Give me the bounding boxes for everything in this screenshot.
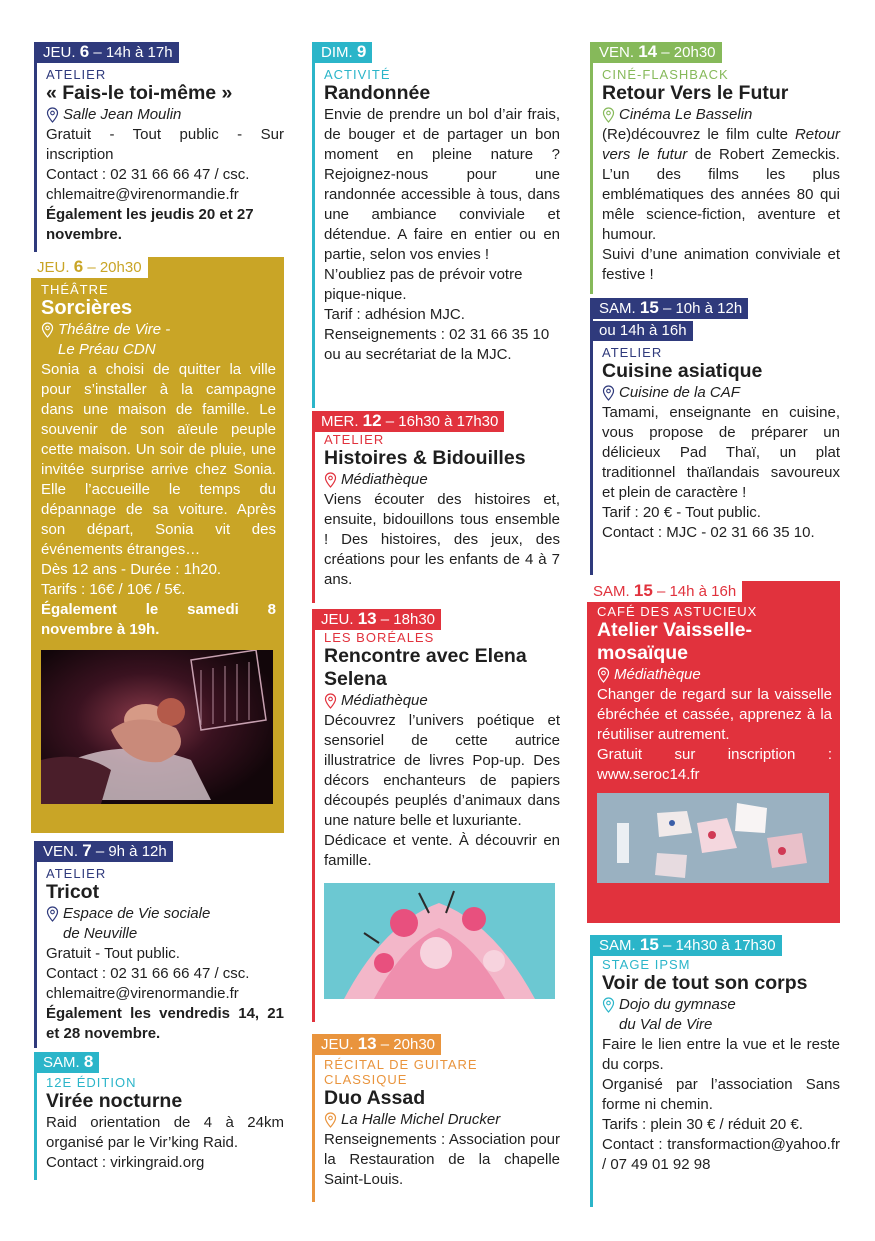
event-card [312,42,560,408]
theatre-photo [41,650,273,804]
day-number: 7 [82,841,92,860]
event-category: LES BORÉALES [324,630,435,645]
event-card [590,298,840,575]
time-label: – 9h à 12h [91,843,167,860]
film-details: de Robert Zemeckis. L’un des films les plus emblématiques des années 80 qui mêle science-fiction, aventure et humour. [602,146,840,243]
event-category: ATELIER [324,432,385,447]
event-card [312,609,560,1022]
location-pin-icon [324,472,337,488]
event-age: Dès 12 ans - Durée : 1h20. [41,561,222,578]
event-tarif: Tarifs : plein 30 € / réduit 20 €. [602,1116,803,1133]
time-label: – 20h30 [657,44,716,61]
event-category: 12E ÉDITION [46,1075,137,1090]
event-description: Faire le lien entre la vue et le reste du corps. [602,1036,840,1073]
event-title: Sorcières [41,297,133,319]
day-number: 9 [356,42,367,61]
day-label: JEU. [37,259,70,276]
event-category: THÉÂTRE [41,282,109,297]
day-number: 8 [83,1052,94,1071]
day-number: 6 [79,42,90,61]
day-label: SAM. [599,300,636,317]
event-title: Atelier Vaisselle-mosaïque [597,619,753,664]
event-title: Cuisine asiatique [602,360,763,382]
date-tag [593,298,748,319]
event-place [46,904,284,944]
time-label: – 14h à 17h [89,44,173,61]
event-contact: Contact : 02 31 66 66 47 / csc. [46,965,250,982]
event-place-label: Cuisine de la CAF [619,384,740,401]
event-place-sublabel: de Neuville [63,925,138,942]
event-title: Rencontre avec Elena Selena [324,645,527,690]
day-label: SAM. [593,583,630,600]
date-tag [31,257,148,278]
event-tarif: Tarif : 20 € - Tout public. [602,504,761,521]
event-description: Envie de prendre un bol d’air frais, de bouger et de partager un bon moment en pleine nature ? Rejoignez-nous pour une randonnée accessible à tous, dans une ambiance conviviale et détendue. A faire en entier ou en partie, selon vos envies ! [324,106,560,263]
event-category: STAGE IPSM [602,957,691,972]
day-number: 12 [362,411,382,430]
event-category: CINÉ-FLASHBACK [602,67,729,82]
event-place-label: Médiathèque [341,471,428,488]
event-description: Raid orientation de 4 à 24km organisé par le Vir’king Raid. [46,1114,284,1151]
date-tag [37,1052,99,1073]
column-3 [590,42,840,1207]
event-place [46,105,284,125]
event-place [324,470,560,490]
event-title: Duo Assad [324,1087,426,1109]
event-card [34,42,284,252]
date-tag [593,935,782,956]
event-place [597,665,832,685]
event-recurrence: Également les jeudis 20 et 27 novembre. [46,206,254,243]
event-card [34,841,284,1048]
event-info: Gratuit sur inscription : www.seroc14.fr [597,746,832,783]
time-label: – 16h30 à 17h30 [381,413,499,430]
theatre-scene-illustration [41,650,273,804]
event-title: Randonnée [324,82,431,104]
event-place [41,320,276,360]
event-place-sublabel: Le Préau CDN [58,341,156,358]
event-title: Voir de tout son corps [602,972,808,994]
time-label: – 14h à 16h [652,583,737,600]
day-number: 13 [357,609,377,628]
date-tag [37,42,179,63]
day-label: MER. [321,413,359,430]
event-place [602,105,840,125]
day-label: JEU. [321,1036,354,1053]
event-title: Retour Vers le Futur [602,82,789,104]
day-label: SAM. [43,1054,80,1071]
event-category: RÉCITAL DE GUITARE CLASSIQUE [324,1057,478,1087]
event-info: Gratuit - Tout public. [46,945,180,962]
event-contact: Contact : virkingraid.org [46,1154,205,1171]
event-place-label: La Halle Michel Drucker [341,1111,501,1128]
mosaic-illustration [597,793,829,883]
event-title: « Fais-le toi-même » [46,82,233,104]
event-place [324,691,560,711]
event-description: Sonia a choisi de quitter la ville pour s’installer à la campagne dans une maison de famille. Le souvenir de son aïeule peuple cette maison. Un soir de pluie, une invitée surprise arrive chez Sonia. Elle l’accueille le temps du dépannage de sa voiture. Après son départ, Sonia vit des événements étranges… [41,361,276,558]
event-place [324,1110,560,1130]
event-tarif: Tarif : adhésion MJC. [324,306,465,323]
event-contact: Contact : transformaction@yahoo.fr / 07 49 01 92 98 [602,1136,840,1173]
event-place-label: Salle Jean Moulin [63,106,182,123]
time-label: – 20h30 [83,259,142,276]
time-label: – 18h30 [376,611,435,628]
event-contact: Contact : MJC - 02 31 66 35 10. [602,524,815,541]
event-info: Renseignements : 02 31 66 35 10 ou au secrétariat de la MJC. [324,326,550,363]
event-category: ATELIER [46,866,107,881]
event-recurrence: Également le samedi 8 novembre à 19h. [41,601,276,638]
day-number: 6 [73,257,84,276]
time-label: – 14h30 à 17h30 [658,937,776,954]
location-pin-icon [324,693,337,709]
event-description [602,125,840,245]
day-number: 15 [633,581,653,600]
popup-book-photo [324,883,555,999]
event-place-label: Médiathèque [614,666,701,683]
day-label: SAM. [599,937,636,954]
date-tag [315,411,504,432]
event-place [602,383,840,403]
day-label: JEU. [321,611,354,628]
day-number: 13 [357,1034,377,1053]
event-description: Changer de regard sur la vaisselle ébréchée et cassée, apprenez à la réutiliser autrement. [597,686,832,743]
day-label: VEN. [43,843,79,860]
event-category: ATELIER [602,345,663,360]
location-pin-icon [46,906,59,922]
event-card [34,1052,284,1180]
event-card-astucieux [587,581,840,923]
location-pin-icon [597,667,610,683]
day-label: DIM. [321,44,353,61]
event-organizer: Organisé par l’association Sans forme ni chemin. [602,1076,840,1113]
event-card [312,411,560,603]
location-pin-icon [46,107,59,123]
event-note: Dédicace et vente. À découvrir en famille. [324,832,560,869]
event-place-label: Médiathèque [341,692,428,709]
event-contact: Contact : 02 31 66 66 47 / csc. [46,166,250,183]
event-card [590,42,840,294]
location-pin-icon [602,385,615,401]
date-tag [587,581,742,602]
event-title: Tricot [46,881,100,903]
film-title: Retour vers le futur [602,126,840,163]
day-number: 14 [638,42,658,61]
event-place-label: Cinéma Le Basselin [619,106,753,123]
event-place-sublabel: du Val de Vire [619,1016,713,1033]
event-tarif: Tarifs : 16€ / 10€ / 5€. [41,581,186,598]
event-description: Découvrez l’univers poétique et sensoriel de cette autrice illustratrice de livres Pop-up. Des décors enchanteurs de papiers découpés peuplés d’animaux dans une nature belle et luxuriante. [324,712,560,829]
event-email: chlemaitre@virenormandie.fr [46,985,239,1002]
location-pin-icon [602,107,615,123]
time-label: – 10h à 12h [658,300,743,317]
event-title: Histoires & Bidouilles [324,447,526,469]
event-card [312,1034,560,1202]
event-category: ACTIVITÉ [324,67,391,82]
location-pin-icon [602,997,615,1013]
column-1 [34,42,284,1180]
time-tag-2: ou 14h à 16h [593,321,693,341]
event-description: Viens écouter des histoires et, ensuite, bidouillons tous ensemble ! Des histoires, des jeux, des créations pour les enfants de 4 à 7 ans. [324,491,560,588]
date-tag [315,42,372,63]
time-label: – 20h30 [376,1036,435,1053]
event-category: CAFÉ DES ASTUCIEUX [597,604,758,619]
day-label: VEN. [599,44,635,61]
event-description: Tamami, enseignante en cuisine, vous propose de préparer un délicieux Pad Thaï, un plat traditionnel thaïlandais savoureux et plein de caractère ! [602,404,840,501]
event-place [602,995,840,1035]
date-tag [315,1034,441,1055]
event-info: Gratuit - Tout public - Sur inscription [46,126,284,163]
event-category: ATELIER [46,67,107,82]
event-card-theatre [31,257,284,833]
event-note: Suivi d’une animation conviviale et festive ! [602,246,840,283]
day-label: JEU. [43,44,76,61]
date-tag [315,609,441,630]
event-recurrence: Également les vendredis 14, 21 et 28 novembre. [46,1005,284,1042]
day-number: 15 [639,935,659,954]
column-2 [312,42,560,1202]
event-note: N’oubliez pas de prévoir votre pique-nique. [324,266,523,303]
film-intro: (Re)découvrez le film culte [602,126,795,143]
location-pin-icon [324,1112,337,1128]
event-card [590,935,840,1207]
date-tag [37,841,173,862]
event-place-label: Théâtre de Vire - [58,321,171,338]
event-place-label: Espace de Vie sociale [63,905,211,922]
event-email: chlemaitre@virenormandie.fr [46,186,239,203]
location-pin-icon [41,322,54,338]
popup-book-illustration [324,883,555,999]
day-number: 15 [639,298,659,317]
event-title: Virée nocturne [46,1090,183,1112]
event-description: Renseignements : Association pour la Restauration de la chapelle Saint-Louis. [324,1131,560,1188]
date-tag [593,42,722,63]
mosaic-photo [597,793,829,883]
event-place-label: Dojo du gymnase [619,996,736,1013]
